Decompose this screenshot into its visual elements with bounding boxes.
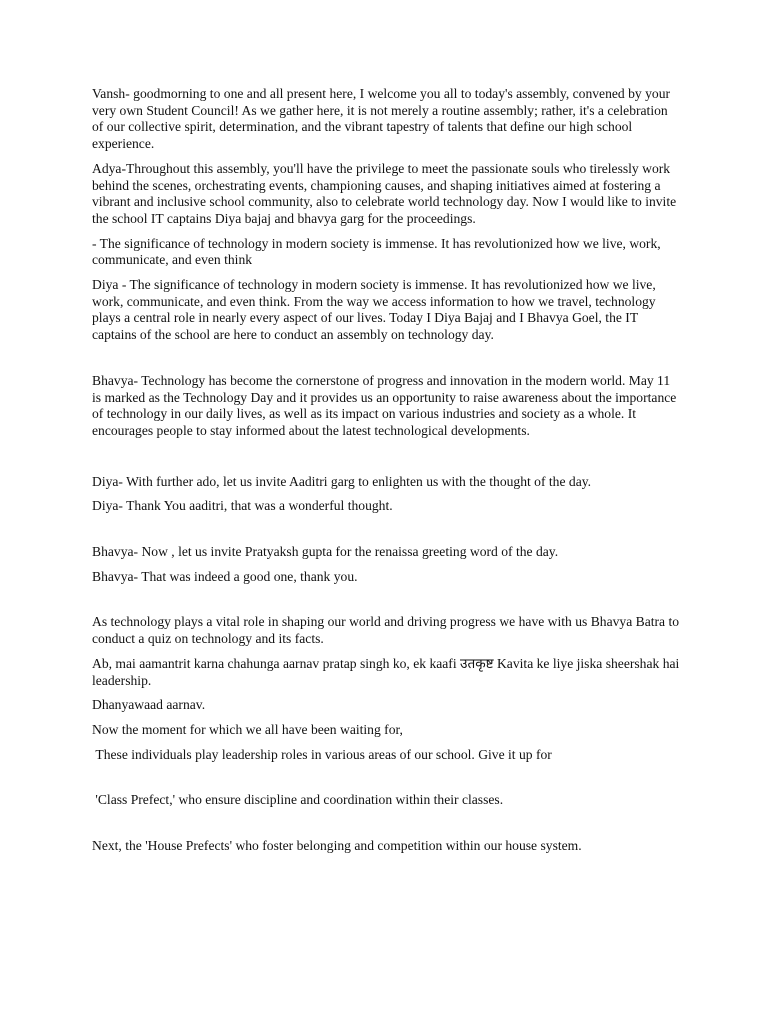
paragraph-leadership-roles: These individuals play leadership roles in various areas of our school. Give it up for (92, 746, 552, 762)
paragraph-moment: Now the moment for which we all have been waiting for, (92, 721, 403, 737)
paragraph-vansh-welcome: Vansh- goodmorning to one and all present here, I welcome you all to today's assembly, convened by your very own Student Council! As we gather here, it is not merely a routine assembly; rather, it's a celebration of our collective spirit, determination, and the vibrant tapestry of talents that define our high school experience. (92, 86, 674, 152)
paragraph-bhavya-thanks: Bhavya- That was indeed a good one, thank you. (92, 568, 358, 584)
paragraph-bhavya-technology-day: Bhavya- Technology has become the cornerstone of progress and innovation in the modern world. May 11 is marked as the Technology Day and it provides us an opportunity to raise awareness about the importance of technology in our daily lives, as well as its impact on various industries and society as a whole. It encourages people to stay informed about the latest technological developments. (92, 372, 680, 438)
paragraph-house-prefects: Next, the 'House Prefects' who foster belonging and competition within our house system. (92, 838, 582, 854)
paragraph-diya-significance: Diya - The significance of technology in modern society is immense. It has revolutionized how we live, work, communicate, and even think. From the way we access information to how we travel, technology plays a central role in nearly every aspect of our lives. Today I Diya Bajaj and I Bhavya Goel, the IT captains of the school are here to conduct an assembly on technology day. (92, 277, 660, 343)
paragraph-kavita-invite: Ab, mai aamantrit karna chahunga aarnav pratap singh ko, ek kaafi उतकृष्ट Kavita ke liye jiska sheershak hai leadership. (92, 655, 683, 688)
paragraph-dhanyawaad: Dhanyawaad aarnav. (92, 697, 206, 713)
paragraph-class-prefect: 'Class Prefect,' who ensure discipline and coordination within their classes. (92, 792, 504, 808)
paragraph-diya-thought-invite: Diya- With further ado, let us invite Aaditri garg to enlighten us with the thought of the day. (92, 473, 592, 489)
document-page (92, 86, 682, 863)
paragraph-quiz-intro: As technology plays a vital role in shaping our world and driving progress we have with us Bhavya Batra to conduct a quiz on technology and its facts. (92, 614, 683, 647)
paragraph-diya-thanks: Diya- Thank You aaditri, that was a wonderful thought. (92, 498, 393, 514)
paragraph-adya-intro: Adya-Throughout this assembly, you'll have the privilege to meet the passionate souls who tirelessly work behind the scenes, orchestrating events, championing causes, and shaping initiatives aimed at fostering a vibrant and inclusive school community, also to celebrate world technology day. Now I would like to invite the school IT captains Diya bajaj and bhavya garg for the proceedings. (92, 160, 680, 226)
paragraph-bhavya-word-invite: Bhavya- Now , let us invite Pratyaksh gupta for the renaissa greeting word of the day. (92, 544, 559, 560)
paragraph-significance-note: - The significance of technology in modern society is immense. It has revolutionized how we live, work, communicate, and even think (92, 235, 665, 268)
